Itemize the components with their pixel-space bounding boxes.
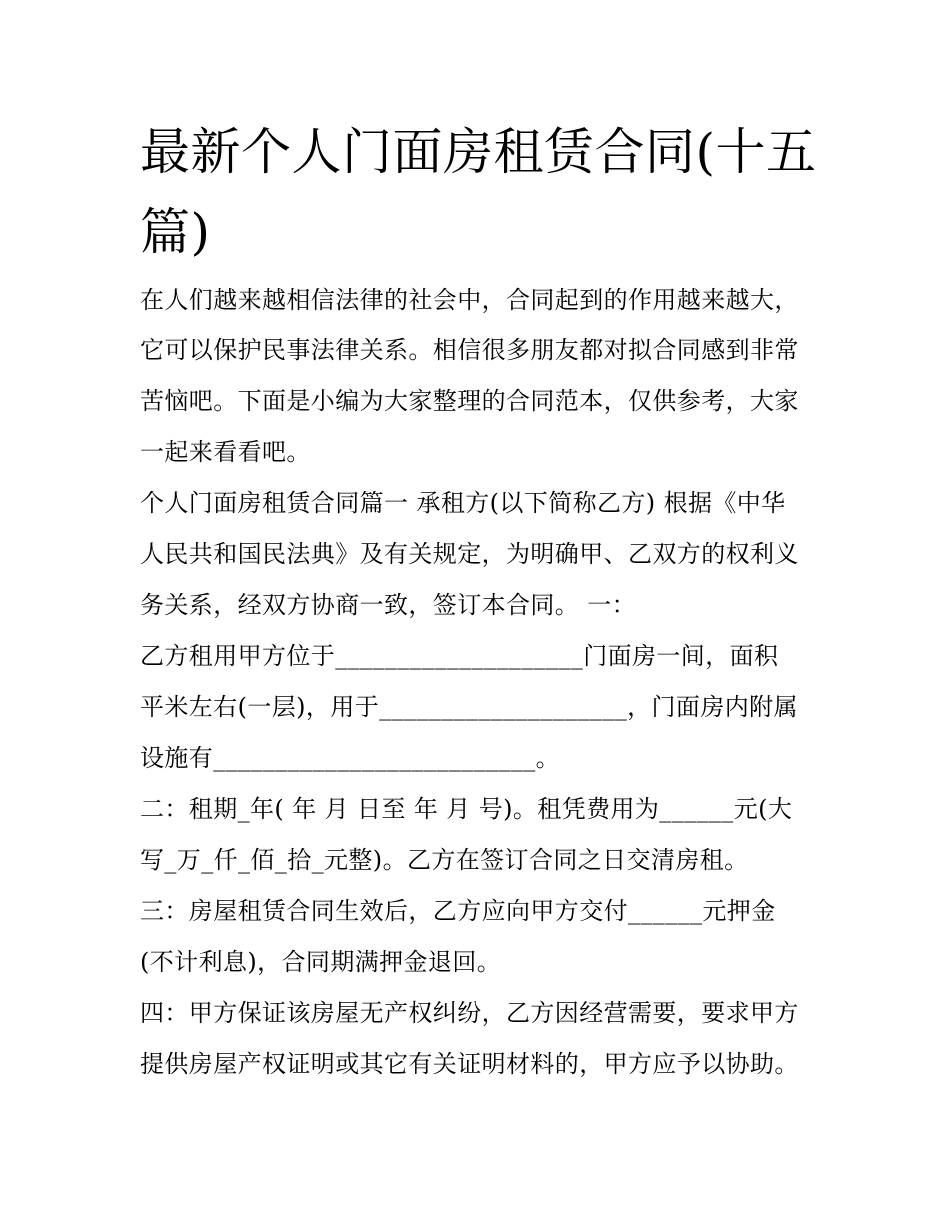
paragraph-line: 二：租期_年( 年 月 日至 年 月 号)。租凭费用为______元(大 (140, 795, 793, 823)
paragraph-line: 在人们越来越相信法律的社会中，合同起到的作用越来越大， (140, 286, 799, 314)
paragraph-line: 苦恼吧。下面是小编为大家整理的合同范本，仅供参考，大家 (140, 387, 799, 415)
paragraph-line: 写_万_仟_佰_拾_元整)。乙方在签订合同之日交清房租。 (140, 846, 749, 874)
paragraph-line: 它可以保护民事法律关系。相信很多朋友都对拟合同感到非常 (140, 336, 799, 364)
paragraph-line: 人民共和国民法典》及有关规定，为明确甲、乙双方的权利义 (140, 540, 799, 568)
paragraph-line: 设施有__________________________。 (140, 744, 560, 772)
paragraph-line: 一起来看看吧。 (140, 438, 311, 466)
paragraph-line: 务关系，经双方协商一致，签订本合同。 一： (140, 591, 637, 619)
paragraph-line: 个人门面房租赁合同篇一 承租方(以下简称乙方) 根据《中华 (140, 489, 786, 517)
paragraph-line: 乙方租用甲方位于____________________门面房一间，面积 (140, 642, 779, 670)
paragraph-line: (不计利息)，合同期满押金退回。 (140, 948, 502, 976)
paragraph-line: 提供房屋产权证明或其它有关证明材料的，甲方应予以协助。 (140, 1050, 799, 1078)
document-title: 最新个人门面房租赁合同(十五篇) (140, 123, 817, 261)
paragraph-line: 三：房屋租赁合同生效后，乙方应向甲方交付______元押金 (140, 897, 776, 925)
paragraph-line: 四：甲方保证该房屋无产权纠纷，乙方因经营需要，要求甲方 (140, 999, 799, 1027)
paragraph-line: 平米左右(一层)，用于____________________，门面房内附属 (140, 693, 798, 721)
